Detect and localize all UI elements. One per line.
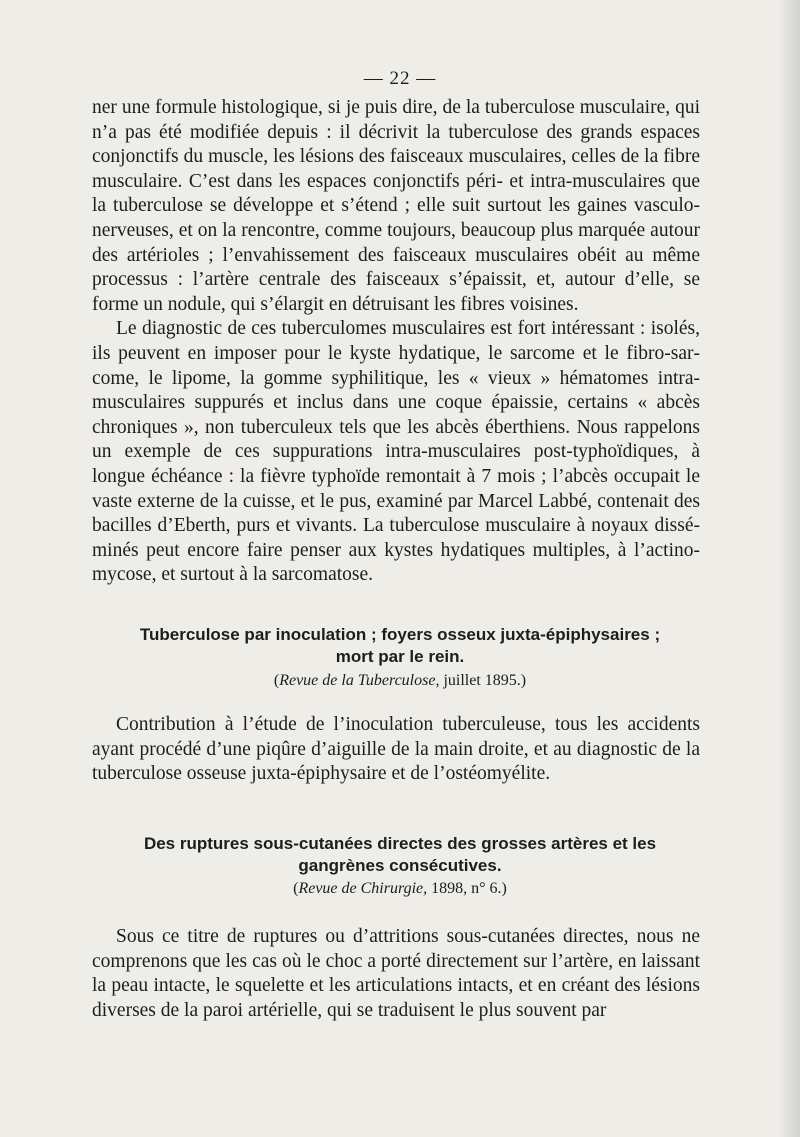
section-2-citation: (Revue de Chirurgie, 1898, n° 6.): [293, 880, 507, 897]
section-2-title-line-1: Des ruptures sous-cutanées directes des grosses artères et les: [143, 834, 657, 853]
section-2-title-line-2: gangrènes consécutives.: [298, 856, 502, 875]
section-1-title: [80, 624, 720, 668]
section-2-citation-journal: Revue de Chirurgie,: [298, 880, 428, 897]
paragraph-2: Le diagnostic de ces tuberculomes musculaires est fort intéressant : isolés, ils peuvent en imposer pour le kyste hydatique, le sarcome et le fibro-sarcome, le lipome, la gomme syphilitique, les « vieux » hématomes intra-musculaires suppurés et inclus dans une coque épaissie, certains « abcès chroniques », non tuberculeux tels que les abcès éberthiens. Nous rappelons un exemple de ces suppurations intra-musculaires post-typhoïdiques, à longue échéance : la fièvre typhoïde remontait à 7 mois ; l’abcès occupait le vaste externe de la cuisse, et le pus, examiné par Marcel Labbé, contenait des bacilles d’Eberth, purs et vivants. La tuberculose musculaire à noyaux disséminés peut encore faire penser aux kystes hydatiques multiples, à l’actinomycose, et surtout à la sarcomatose.: [92, 318, 700, 586]
page-number: — 22 —: [363, 68, 437, 89]
section-1-body: [92, 713, 700, 787]
section-2-citation-date: 1898, n° 6.: [431, 880, 502, 897]
section-1-title-line-1: Tuberculose par inoculation ; foyers osseux juxta-épiphysaires ;: [139, 625, 661, 644]
section-1-citation-date: juillet 1895.: [443, 672, 521, 689]
section-2-paragraph: Sous ce titre de ruptures ou d’attritions sous-cutanées directes, nous ne comprenons que les cas où le choc a porté directement sur l’artère, en laissant la peau intacte, le squelette et les articulations intacts, et en créant des lésions diverses de la paroi artérielle, qui se traduisent le plus souvent par: [92, 926, 700, 1021]
page-edge-shadow: [778, 0, 800, 1137]
section-1-title-line-2: mort par le rein.: [335, 647, 465, 666]
section-1-citation: (Revue de la Tuberculose, juillet 1895.): [273, 672, 527, 689]
paragraph-1: ner une formule histologique, si je puis dire, de la tuberculose musculaire, qui n’a pas été modifiée depuis : il décrivit la tuberculose des grands espaces conjonctifs du muscle, les lésions des faisceaux musculaires, celles de la fibre musculaire. C’est dans les espaces conjonctifs péri- et intra-musculaires que la tuberculose se développe et s’étend ; elle suit surtout les gaines vasculo-nerveuses, et on la rencontre, comme toujours, beaucoup plus marquée autour des artérioles ; l’envahissement des faisceaux musculaires obéit au même processus : l’artère centrale des faisceaux s’épaissit, et, autour d’elle, se forme un nodule, qui s’élargit en détruisant les fibres voisines.: [92, 97, 700, 315]
section-1-paragraph: Contribution à l’étude de l’inoculation tuberculeuse, tous les accidents ayant procédé d’une piqûre d’aiguille de la main droite, et au diagnostic de la tuberculose osseuse juxta-épiphysaire et de l’ostéomyélite.: [92, 714, 700, 785]
body-text: [92, 96, 700, 588]
section-2-body: [92, 925, 700, 1023]
section-2-title: [80, 833, 720, 877]
section-1-citation-journal: Revue de la Tuberculose,: [279, 672, 440, 689]
